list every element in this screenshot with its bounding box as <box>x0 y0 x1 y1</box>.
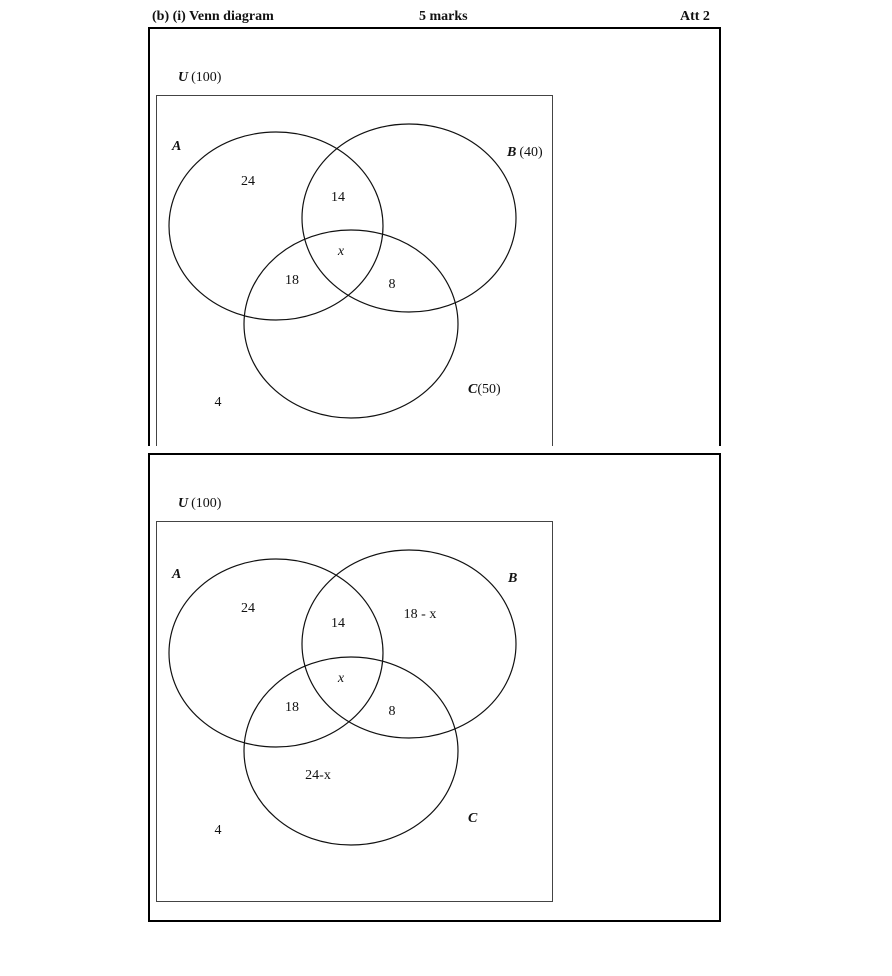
set-b-label: B (40) <box>507 145 543 160</box>
attempt-label: Att 2 <box>680 9 710 24</box>
set-a-label: A <box>172 567 182 582</box>
venn-panel-first <box>148 27 721 469</box>
region-b-only: 18 - x <box>403 607 437 622</box>
venn-panel-second <box>148 453 721 922</box>
region-a-and-b: 14 <box>331 190 345 205</box>
page-gap <box>0 446 892 453</box>
venn-diagram-second <box>150 455 719 920</box>
region-c-only: 24-x <box>305 768 331 783</box>
question-heading: (b) (i) Venn diagram <box>152 9 274 24</box>
set-c-label: C <box>468 811 478 826</box>
region-a-and-b: 14 <box>331 616 345 631</box>
set-c-ellipse <box>244 230 458 418</box>
region-b-and-c: 8 <box>388 277 396 292</box>
region-all-three: x <box>337 671 345 686</box>
region-a-only: 24 <box>241 601 255 616</box>
set-b-ellipse <box>302 124 516 312</box>
set-b-ellipse <box>302 550 516 738</box>
region-all-three: x <box>337 244 345 259</box>
region-outside: 4 <box>214 823 222 838</box>
venn-diagram-first <box>150 29 719 469</box>
region-b-and-c: 8 <box>388 704 396 719</box>
set-b-label: B <box>508 571 518 586</box>
region-outside: 4 <box>214 395 222 410</box>
set-c-label: C(50) <box>468 382 501 397</box>
region-a-and-c: 18 <box>285 273 299 288</box>
set-a-label: A <box>172 139 182 154</box>
set-a-ellipse <box>169 132 383 320</box>
region-a-only: 24 <box>241 174 255 189</box>
marks-label: 5 marks <box>419 9 468 24</box>
universe-rectangle <box>157 96 553 470</box>
region-a-and-c: 18 <box>285 700 299 715</box>
set-a-ellipse <box>169 559 383 747</box>
universe-label: U (100) <box>178 70 222 85</box>
universe-label: U (100) <box>178 496 222 511</box>
set-c-ellipse <box>244 657 458 845</box>
